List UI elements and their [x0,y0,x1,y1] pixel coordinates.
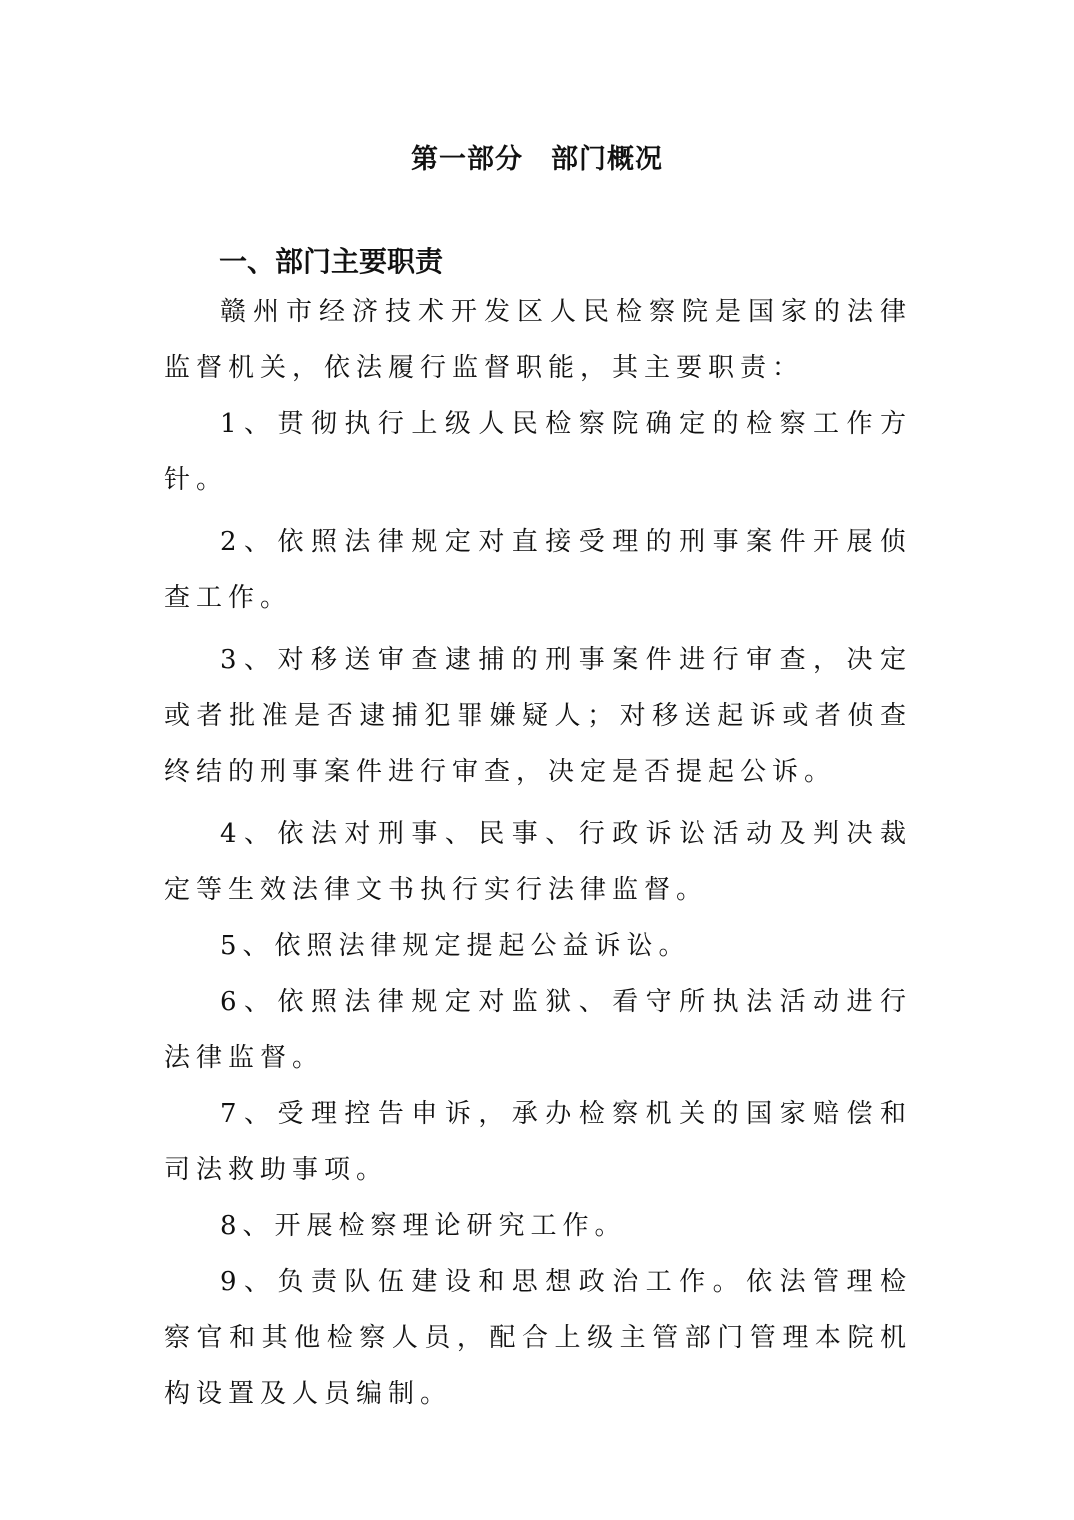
paragraph-item-6: 6、依照法律规定对监狱、看守所执法活动进行法律监督。 [164,987,912,1073]
paragraph-item-3: 3、对移送审查逮捕的刑事案件进行审查，决定或者批准是否逮捕犯罪嫌疑人；对移送起诉或者侦查终结的刑事案件进行审查，决定是否提起公诉。 [164,645,912,787]
paragraph-item-8: 8、开展检察理论研究工作。 [220,1211,627,1241]
paragraph-item-1: 1、贯彻执行上级人民检察院确定的检察工作方针。 [164,409,912,495]
paragraph-item-9: 9、负责队伍建设和思想政治工作。依法管理检察官和其他检察人员，配合上级主管部门管理本院机构设置及人员编制。 [164,1267,912,1409]
body-text [164,284,912,1422]
paragraph-item-7: 7、受理控告申诉，承办检察机关的国家赔偿和司法救助事项。 [164,1099,912,1185]
paragraph-item-5: 5、依照法律规定提起公益诉讼。 [220,931,691,961]
paragraph-item-2: 2、依照法律规定对直接受理的刑事案件开展侦查工作。 [164,527,912,613]
paragraph-item-4: 4、依法对刑事、民事、行政诉讼活动及判决裁定等生效法律文书执行实行法律监督。 [164,819,912,905]
paragraph-intro: 赣州市经济技术开发区人民检察院是国家的法律监督机关，依法履行监督职能，其主要职责： [164,297,912,383]
section-heading: 一、部门主要职责 [219,245,444,278]
page-title: 第一部分 部门概况 [411,144,663,175]
